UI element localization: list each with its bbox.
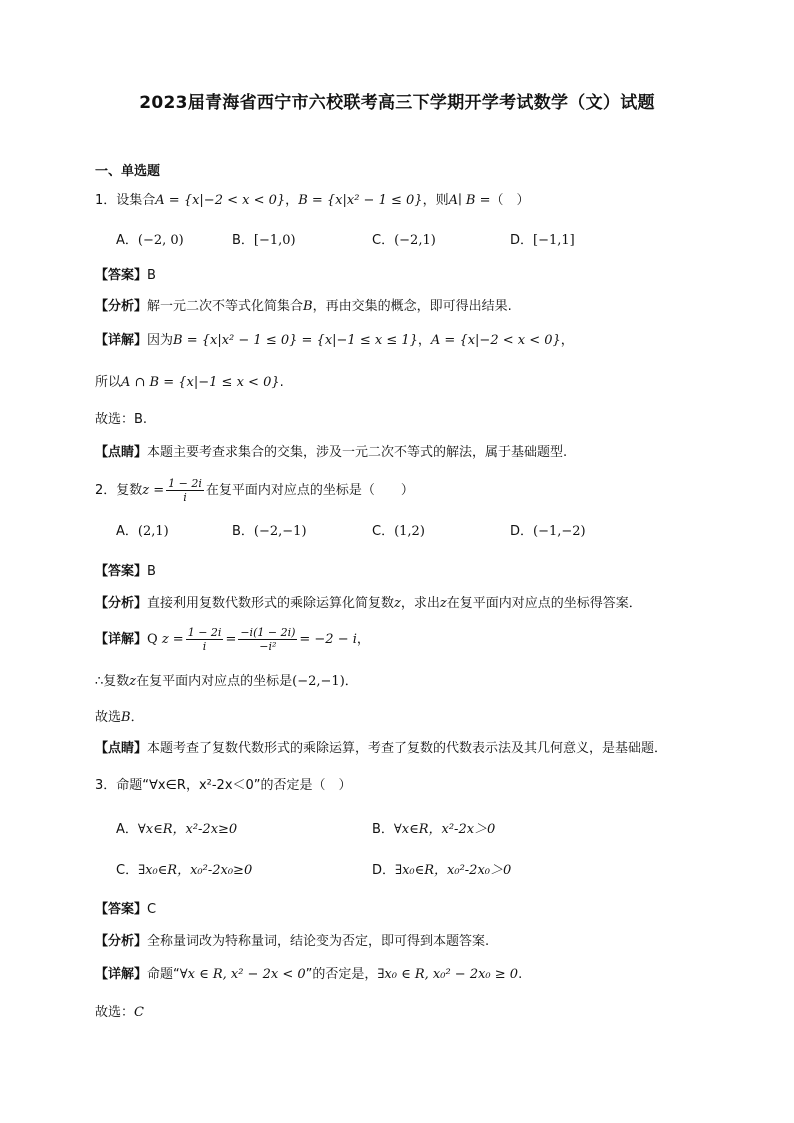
q3-option-c: C．∃x₀∈R，x₀²-2x₀≥0: [116, 863, 253, 878]
q1-expr: A∣ B =: [448, 193, 491, 208]
q3-detail: 【详解】命题“∀x ∈ R, x² − 2x < 0”的否定是，∃x₀ ∈ R, x₀² − 2x₀ ≥ 0.: [95, 967, 523, 982]
q1-analysis: 【分析】解一元二次不等式化简集合B，再由交集的概念，即可得出结果.: [95, 299, 512, 314]
q2-analysis: 【分析】直接利用复数代数形式的乘除运算化简复数z，求出z在复平面内对应点的坐标得答案．: [95, 596, 642, 611]
q2-answer: 【答案】B: [95, 564, 156, 579]
q3-answer: 【答案】C: [95, 902, 157, 917]
q1-comment: 【点睛】本题主要考查求集合的交集，涉及一元二次不等式的解法，属于基础题型.: [95, 445, 568, 460]
q3-option-b: B．∀x∈R，x²-2x＞0: [372, 822, 496, 837]
q1-stem-pre: 1．设集合: [95, 193, 156, 208]
question-2-stem: 2．复数z = $\frac{1 - 2i}{i}$ 在复平面内对应点的坐标是（ ）: [95, 477, 414, 504]
q1-stem-mid: ，则: [422, 193, 449, 208]
q3-analysis: 【分析】全称量词改为特称量词，结论变为否定，即可得到本题答案.: [95, 934, 490, 949]
q1-stem-post: （ ）: [490, 193, 530, 208]
q1-answer: 【答案】B: [95, 268, 156, 283]
q2-therefore: ∴复数z在复平面内对应点的坐标是(−2,−1)．: [95, 674, 358, 689]
q1-detail: 【详解】因为B = {x|x² − 1 ≤ 0} = {x|−1 ≤ x ≤ 1}，A = {x|−2 < x < 0}，: [95, 333, 574, 348]
question-3-stem: 3．命题“∀x∈R，x²-2x＜0”的否定是（ ）: [95, 778, 352, 793]
q1-set-b: B = {x|x² − 1 ≤ 0}: [298, 193, 423, 208]
page-title: 2023届青海省西宁市六校联考高三下学期开学考试数学（文）试题: [139, 93, 655, 113]
q2-choose: 故选B．: [95, 710, 144, 725]
q2-option-d: D．(−1,−2): [510, 524, 586, 539]
q1-option-c: C．(−2,1): [372, 233, 436, 248]
q1-option-b: B．[−1,0): [232, 233, 296, 248]
q2-option-c: C．(1,2): [372, 524, 425, 539]
q3-choose: 故选：C: [95, 1005, 144, 1020]
q3-option-a: A．∀x∈R，x²-2x≥0: [116, 822, 238, 837]
q2-detail: 【详解】Q z = $\frac{1 - 2i}{i}$ = $\frac{-i(1 - 2i)}{\text{−i²}}$ = −2 − i，: [95, 626, 370, 653]
q1-choose: 故选：B.: [95, 412, 148, 427]
q1-comma: ，: [285, 193, 299, 208]
q1-set-a: A = {x|−2 < x < 0}: [155, 193, 286, 208]
q2-fraction: $\frac{1 - 2i}{i}$: [168, 477, 202, 504]
q1-option-d: D．[−1,1]: [510, 233, 575, 248]
question-1-stem: [95, 191, 529, 211]
q2-comment: 【点睛】本题考查了复数代数形式的乘除运算，考查了复数的代数表示法及其几何意义，是基础题．: [95, 741, 668, 756]
q2-option-a: A．(2,1): [116, 524, 169, 539]
q2-option-b: B．(−2,−1): [232, 524, 307, 539]
section-heading: 一、单选题: [95, 164, 161, 179]
q3-option-d: D．∃x₀∈R，x₀²-2x₀＞0: [372, 863, 512, 878]
q1-conclusion: 所以A ∩ B = {x|−1 ≤ x < 0}.: [95, 375, 284, 390]
q1-option-a: A．(−2, 0): [116, 233, 184, 248]
